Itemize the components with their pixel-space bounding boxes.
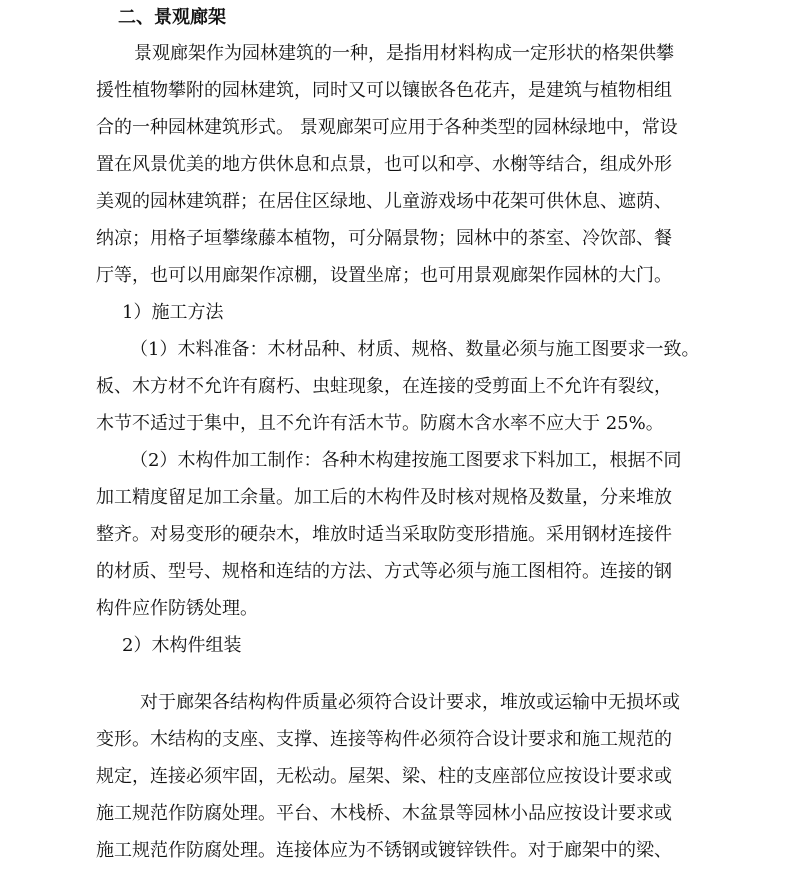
item1-line: （1）木料准备：木材品种、材质、规格、数量必须与施工图要求一致。 xyxy=(130,339,700,360)
item2-line: 加工精度留足加工余量。加工后的木构件及时核对规格及数量，分来堆放 xyxy=(96,487,672,508)
item2-line: 的材质、型号、规格和连结的方法、方式等必须与施工图相符。连接的钢 xyxy=(96,561,672,582)
assembly-line: 施工规范作防腐处理。连接体应为不锈钢或镀锌铁件。对于廊架中的梁、 xyxy=(96,840,672,861)
subsection-heading: 1）施工方法 xyxy=(122,302,224,323)
intro-line: 美观的园林建筑群；在居住区绿地、儿童游戏场中花架可供休息、遮荫、 xyxy=(96,191,672,212)
section-heading: 二、景观廊架 xyxy=(118,7,226,28)
intro-line: 景观廊架作为园林建筑的一种，是指用材料构成一定形状的格架供攀 xyxy=(134,43,674,64)
item2-line: （2）木构件加工制作：各种木构建按施工图要求下料加工，根据不同 xyxy=(130,450,682,471)
intro-line: 援性植物攀附的园林建筑，同时又可以镶嵌各色花卉，是建筑与植物相组 xyxy=(96,80,672,101)
intro-line: 置在风景优美的地方供休息和点景，也可以和亭、水榭等结合，组成外形 xyxy=(96,154,672,175)
assembly-line: 规定，连接必须牢固，无松动。屋架、梁、柱的支座部位应按设计要求或 xyxy=(96,766,672,787)
subsection-heading: 2）木构件组装 xyxy=(122,635,242,656)
item2-line: 整齐。对易变形的硬杂木，堆放时适当采取防变形措施。采用钢材连接件 xyxy=(96,524,672,545)
intro-line: 合的一种园林建筑形式。 景观廊架可应用于各种类型的园林绿地中，常设 xyxy=(96,117,678,138)
assembly-line: 施工规范作防腐处理。平台、木栈桥、木盆景等园林小品应按设计要求或 xyxy=(96,803,672,824)
intro-line: 厅等，也可以用廊架作凉棚，设置坐席；也可用景观廊架作园林的大门。 xyxy=(96,265,672,286)
assembly-line: 对于廊架各结构构件质量必须符合设计要求，堆放或运输中无损坏或 xyxy=(140,692,680,713)
item2-line: 构件应作防锈处理。 xyxy=(96,598,258,619)
assembly-line: 变形。木结构的支座、支撑、连接等构件必须符合设计要求和施工规范的 xyxy=(96,729,672,750)
intro-line: 纳凉；用格子垣攀缘藤本植物，可分隔景物；园林中的茶室、冷饮部、餐 xyxy=(96,228,672,249)
item1-line: 木节不适过于集中，且不允许有活木节。防腐木含水率不应大于 25%。 xyxy=(96,413,664,434)
item1-line: 板、木方材不允许有腐朽、虫蛀现象，在连接的受剪面上不允许有裂纹， xyxy=(96,376,672,397)
